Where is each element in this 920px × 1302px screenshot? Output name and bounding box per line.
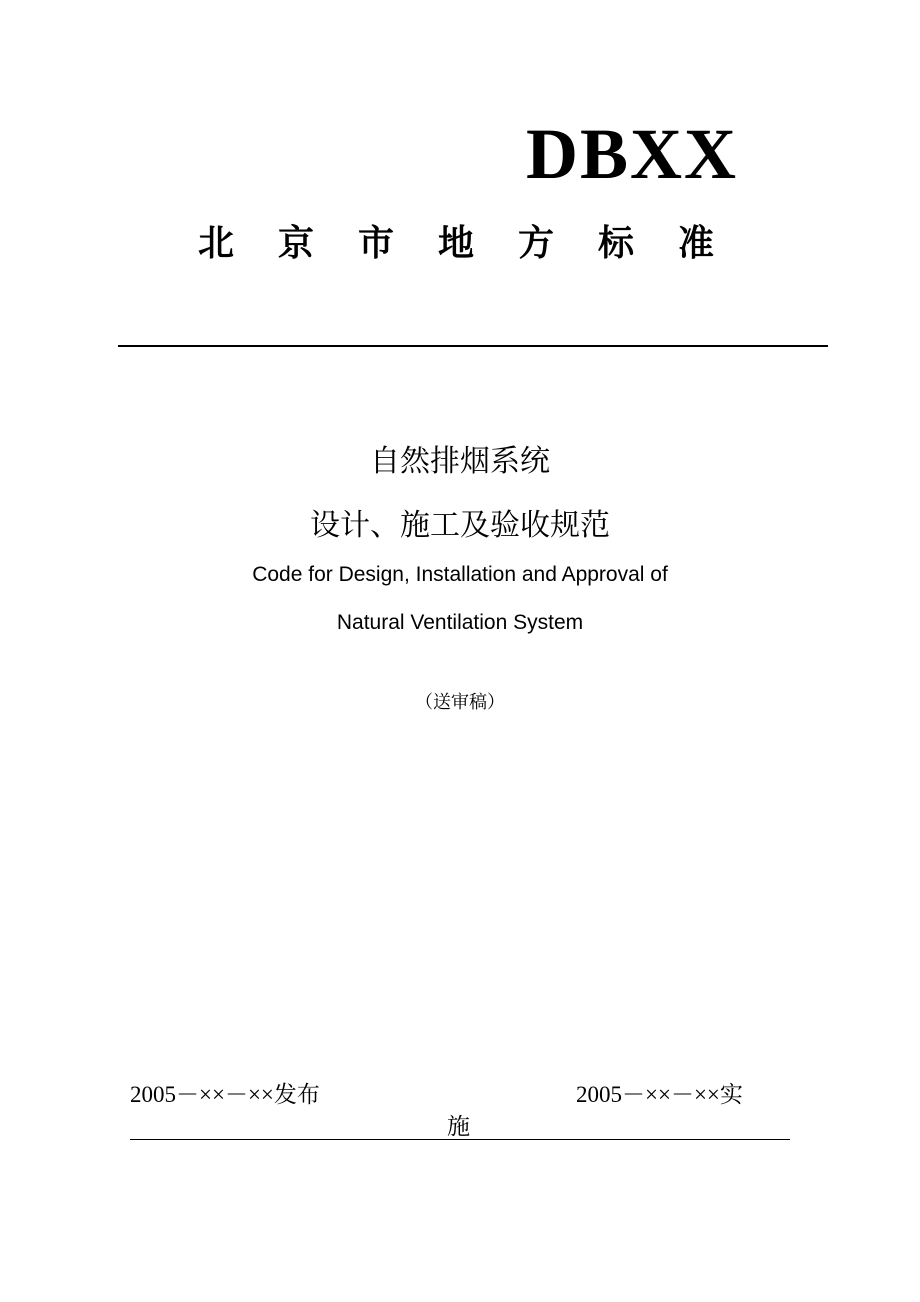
title-cn-line1: 自然排烟系统: [370, 444, 550, 479]
implement-date: 2005－××－××实: [576, 1082, 743, 1107]
footer-divider: [130, 1139, 790, 1140]
publish-date: 2005－××－××发布: [130, 1082, 320, 1107]
title-en-line2: Natural Ventilation System: [336, 611, 584, 634]
title-en-line1: Code for Design, Installation and Approval of: [252, 563, 668, 586]
draft-status: （送审稿）: [415, 692, 505, 713]
header-divider: [118, 345, 828, 347]
title-cn-line2: 设计、施工及验收规范: [310, 508, 610, 543]
implement-date-wrap: 施: [447, 1114, 470, 1139]
standard-type-heading: 北京市地方标准: [198, 223, 759, 264]
standard-code: DBXX: [526, 114, 739, 194]
